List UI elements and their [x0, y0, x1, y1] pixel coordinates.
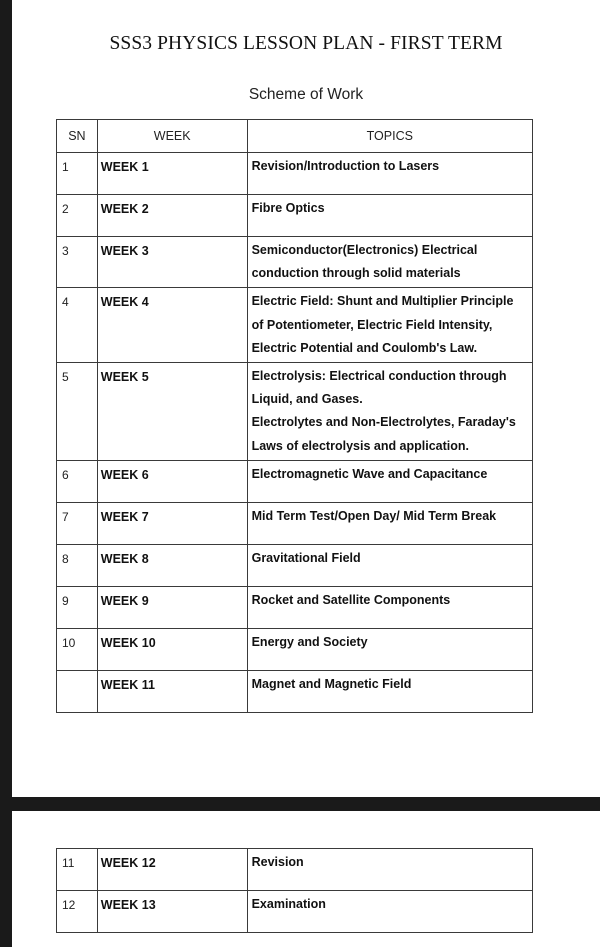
row-topic: Electric Field: Shunt and Multiplier Principle of Potentiometer, Electric Field Intensity, Electric Potential and Coulomb's Law.: [247, 288, 532, 363]
header-sn: SN: [57, 120, 98, 153]
document-title: SSS3 PHYSICS LESSON PLAN - FIRST TERM: [109, 33, 503, 54]
row-week: WEEK 7: [97, 502, 247, 544]
document-subtitle: Scheme of Work: [248, 86, 364, 103]
row-week: WEEK 3: [97, 237, 247, 288]
row-topic: Gravitational Field: [247, 544, 532, 586]
row-sn: [57, 670, 98, 712]
table-row: [57, 502, 533, 544]
row-topic-multi: [247, 363, 532, 461]
row-topic: Electromagnetic Wave and Capacitance: [247, 460, 532, 502]
row-topic: Revision: [247, 849, 532, 891]
row-week: WEEK 11: [97, 670, 247, 712]
row-sn: 3: [57, 237, 98, 288]
row-topic-line: Electrolytes and Non-Electrolytes, Faraday's Laws of electrolysis and application.: [251, 415, 516, 453]
row-sn: 6: [57, 460, 98, 502]
row-sn: 2: [57, 195, 98, 237]
header-week: WEEK: [97, 120, 247, 153]
row-topic: Semiconductor(Electronics) Electrical conduction through solid materials: [247, 237, 532, 288]
table-row: [57, 891, 533, 933]
row-topic: Mid Term Test/Open Day/ Mid Term Break: [247, 502, 532, 544]
table-row: [57, 195, 533, 237]
table-row: [57, 849, 533, 891]
row-sn: 7: [57, 502, 98, 544]
table-row: [57, 237, 533, 288]
row-week: WEEK 1: [97, 153, 247, 195]
row-sn: 9: [57, 586, 98, 628]
row-week: WEEK 13: [97, 891, 247, 933]
table-row: [57, 586, 533, 628]
table-header-row: [57, 120, 533, 153]
table-row: [57, 628, 533, 670]
row-topic: Revision/Introduction to Lasers: [247, 153, 532, 195]
row-week: WEEK 10: [97, 628, 247, 670]
row-week: WEEK 9: [97, 586, 247, 628]
row-topic-line: Electrolysis: Electrical conduction through Liquid, and Gases.: [251, 369, 507, 407]
row-sn: 12: [57, 891, 98, 933]
row-week: WEEK 2: [97, 195, 247, 237]
row-topic: Fibre Optics: [247, 195, 532, 237]
document-page-2: [12, 811, 600, 947]
row-week: WEEK 5: [97, 363, 247, 461]
row-week: WEEK 8: [97, 544, 247, 586]
row-sn: 5: [57, 363, 98, 461]
scheme-of-work-table-continued: [56, 848, 533, 933]
scheme-of-work-table: [56, 119, 533, 713]
table-row: [57, 288, 533, 363]
table-row: [57, 460, 533, 502]
row-week: WEEK 6: [97, 460, 247, 502]
row-sn: 8: [57, 544, 98, 586]
table-row: [57, 544, 533, 586]
row-sn: 10: [57, 628, 98, 670]
row-topic: Examination: [247, 891, 532, 933]
table-row: [57, 670, 533, 712]
row-sn: 4: [57, 288, 98, 363]
header-topics: TOPICS: [247, 120, 532, 153]
row-week: WEEK 4: [97, 288, 247, 363]
row-topic: Rocket and Satellite Components: [247, 586, 532, 628]
row-topic: Energy and Society: [247, 628, 532, 670]
row-sn: 11: [57, 849, 98, 891]
row-sn: 1: [57, 153, 98, 195]
row-topic: Magnet and Magnetic Field: [247, 670, 532, 712]
row-week: WEEK 12: [97, 849, 247, 891]
table-row: [57, 153, 533, 195]
document-page-1: [12, 0, 600, 797]
table-row: [57, 363, 533, 461]
